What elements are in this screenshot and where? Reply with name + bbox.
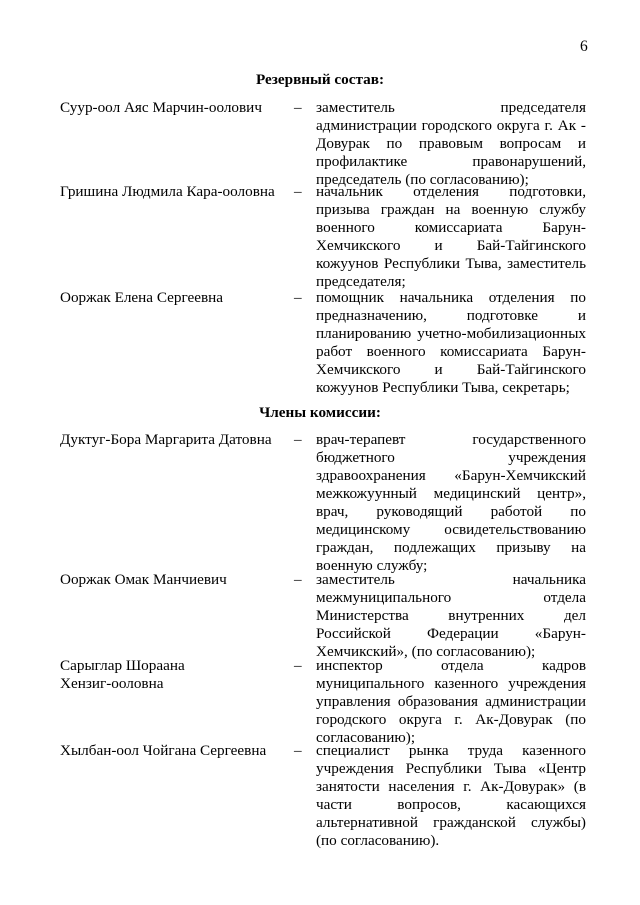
dash-separator: – bbox=[294, 742, 302, 759]
role-line: председатель (по согласованию); bbox=[316, 171, 529, 188]
role-line: Хемчикского и Бай-Тайгинского bbox=[316, 361, 586, 378]
role-line: согласованию); bbox=[316, 729, 416, 746]
role-line: кожуунов Республики Тыва, секретарь; bbox=[316, 379, 570, 396]
role-line: профилактике правонарушений, bbox=[316, 153, 586, 170]
page-number: 6 bbox=[580, 38, 588, 55]
role-line: военную службу; bbox=[316, 557, 428, 574]
role-line: здравоохранения «Барун-Хемчикский bbox=[316, 467, 586, 484]
role-line: учреждения Республики Тыва «Центр bbox=[316, 760, 586, 777]
person-name: Ооржак Елена Сергеевна bbox=[60, 289, 224, 306]
role-line: планированию учетно-мобилизационных bbox=[316, 325, 586, 342]
person-name: Хылбан-оол Чойгана Сергеевна bbox=[60, 742, 267, 759]
role-line: бюджетного учреждения bbox=[316, 449, 586, 466]
role-line: Министерства внутренних дел bbox=[316, 607, 586, 624]
person-role bbox=[316, 742, 586, 850]
role-line: военного комиссариата Барун- bbox=[316, 219, 586, 236]
role-line: начальник отделения подготовки, bbox=[316, 183, 586, 200]
person-role bbox=[316, 99, 586, 189]
dash-separator: – bbox=[294, 431, 302, 448]
role-line: управления образования администрации bbox=[316, 693, 586, 710]
role-line: работ военного комиссариата Барун- bbox=[316, 343, 586, 360]
person-role bbox=[316, 289, 586, 397]
role-line: занятости населения г. Ак-Довурак» (в bbox=[316, 778, 586, 795]
role-line: граждан, подлежащих призыву на bbox=[316, 539, 586, 556]
reserve-heading: Резервный состав: bbox=[255, 71, 385, 88]
role-line: врач-терапевт государственного bbox=[316, 431, 586, 448]
role-line: Хемчикский», (по согласованию); bbox=[316, 643, 536, 660]
role-line: муниципального казенного учреждения bbox=[316, 675, 586, 692]
role-line: председателя; bbox=[316, 273, 406, 290]
role-line: призыва граждан на военную службу bbox=[316, 201, 586, 218]
dash-separator: – bbox=[294, 657, 302, 674]
role-line: инспектор отдела кадров bbox=[316, 657, 586, 674]
role-line: кожуунов Республики Тыва, заместитель bbox=[316, 255, 586, 272]
person-name: Суур-оол Аяс Марчин-оолович bbox=[60, 99, 262, 116]
role-line: межкожуунный медицинский центр», bbox=[316, 485, 586, 502]
person-role bbox=[316, 657, 586, 747]
role-line: специалист рынка труда казенного bbox=[316, 742, 586, 759]
role-line: межмуниципального отдела bbox=[316, 589, 586, 606]
role-line: администрации городского округа г. Ак - bbox=[316, 117, 586, 134]
role-line: предназначению, подготовке и bbox=[316, 307, 586, 324]
person-name: Гришина Людмила Кара-ооловна bbox=[60, 183, 275, 200]
role-line: медицинскому освидетельствованию bbox=[316, 521, 586, 538]
role-line: Довурак по правовым вопросам и bbox=[316, 135, 586, 152]
role-line: врач, руководящий работой по bbox=[316, 503, 586, 520]
role-line: Хемчикского и Бай-Тайгинского bbox=[316, 237, 586, 254]
role-line: городского округа г. Ак-Довурак (по bbox=[316, 711, 586, 728]
dash-separator: – bbox=[294, 183, 302, 200]
role-line: заместитель начальника bbox=[316, 571, 586, 588]
role-line: заместитель председателя bbox=[316, 99, 586, 116]
person-name: Сарыглар Шораана Хензиг-ооловна bbox=[60, 657, 185, 692]
role-line: части вопросов, касающихся bbox=[316, 796, 586, 813]
person-role bbox=[316, 571, 586, 661]
dash-separator: – bbox=[294, 99, 302, 116]
role-line: Российской Федерации «Барун- bbox=[316, 625, 586, 642]
person-role bbox=[316, 431, 586, 575]
role-line: помощник начальника отделения по bbox=[316, 289, 586, 306]
person-role bbox=[316, 183, 586, 291]
dash-separator: – bbox=[294, 289, 302, 306]
dash-separator: – bbox=[294, 571, 302, 588]
person-name: Дуктуг-Бора Маргарита Датовна bbox=[60, 431, 272, 448]
members-heading: Члены комиссии: bbox=[259, 404, 381, 421]
person-name: Ооржак Омак Манчиевич bbox=[60, 571, 227, 588]
role-line: (по согласованию). bbox=[316, 832, 440, 849]
role-line: альтернативной гражданской службы) bbox=[316, 814, 586, 831]
